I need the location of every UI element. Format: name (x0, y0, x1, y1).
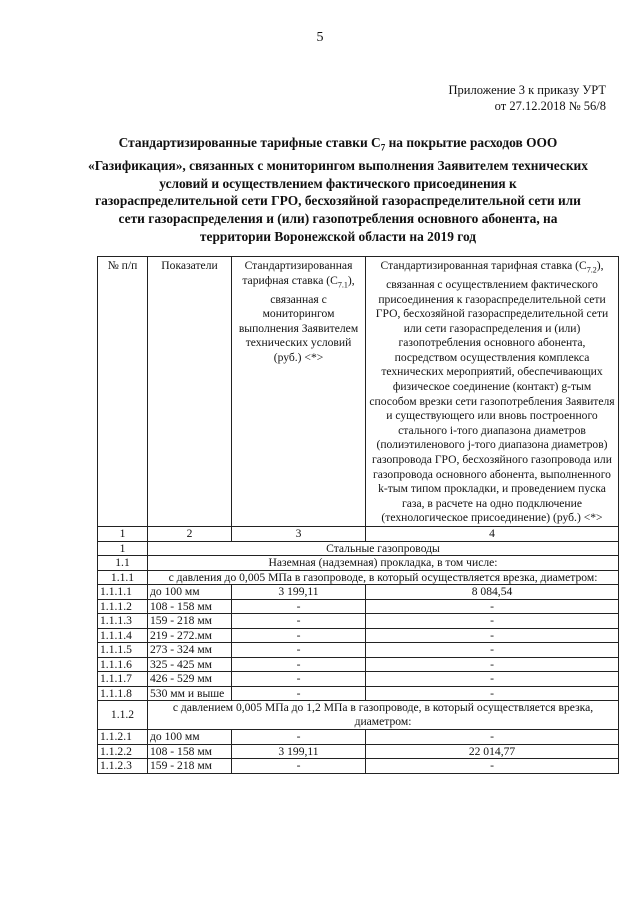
table-row (98, 657, 619, 672)
row-rate-c72: - (366, 672, 619, 687)
section-text: Стальные газопроводы (148, 541, 619, 556)
row-rate-c72: - (366, 643, 619, 658)
tariff-table (97, 256, 619, 774)
column-number-row (98, 527, 619, 542)
table-row (98, 686, 619, 701)
title-part-2: на покрытие расходов ООО «Газификация», связанных с мониторингом выполнения Заявителем технических условий и осуществлением фактического присоединения к газораспределительной сети ГРО, бесхозяйной газораспределительной сети или сети газораспределения и (или) газопотребления основного абонента, на территории Воронежской области на 2019 год (88, 135, 588, 244)
table-row (98, 628, 619, 643)
row-rate-c71: - (232, 657, 366, 672)
section-number: 1 (98, 541, 148, 556)
table-row (98, 672, 619, 687)
section-row (98, 701, 619, 730)
row-rate-c72: - (366, 730, 619, 745)
row-diameter: 219 - 272.мм (148, 628, 232, 643)
appendix-line-2: от 27.12.2018 № 56/8 (494, 99, 606, 113)
row-rate-c72: - (366, 628, 619, 643)
appendix-note (449, 82, 607, 114)
page-number: 5 (316, 30, 324, 45)
row-diameter: 530 мм и выше (148, 686, 232, 701)
row-diameter: до 100 мм (148, 730, 232, 745)
row-diameter: 108 - 158 мм (148, 744, 232, 759)
section-number: 1.1.1 (98, 570, 148, 585)
col-number-3: 3 (232, 527, 366, 542)
row-rate-c72: - (366, 614, 619, 629)
table-row (98, 730, 619, 745)
row-rate-c72: - (366, 759, 619, 774)
row-diameter: 159 - 218 мм (148, 759, 232, 774)
row-rate-c72: - (366, 599, 619, 614)
section-text: с давления до 0,005 МПа в газопроводе, в который осуществляется врезка, диаметром: (148, 570, 619, 585)
row-number: 1.1.1.4 (98, 628, 148, 643)
table-row (98, 744, 619, 759)
row-number: 1.1.1.3 (98, 614, 148, 629)
section-text: с давлением 0,005 МПа до 1,2 МПа в газопроводе, в который осуществляется врезка, диаметром: (148, 701, 619, 730)
row-number: 1.1.1.6 (98, 657, 148, 672)
section-row (98, 556, 619, 571)
table-row (98, 585, 619, 600)
header-number: № п/п (98, 257, 148, 527)
title-subscript: 7 (380, 142, 386, 153)
section-row (98, 570, 619, 585)
row-number: 1.1.1.7 (98, 672, 148, 687)
header-rate-c71: Стандартизированная тарифная ставка $(С_{7.1})$, связанная с мониторингом выполнения Заявителем технических условий (руб.) <*> (232, 257, 366, 527)
row-number: 1.1.1.5 (98, 643, 148, 658)
row-number: 1.1.2.2 (98, 744, 148, 759)
table-row (98, 614, 619, 629)
row-diameter: 159 - 218 мм (148, 614, 232, 629)
appendix-line-1: Приложение 3 к приказу УРТ (448, 83, 606, 97)
row-rate-c71: - (232, 759, 366, 774)
row-diameter: 426 - 529 мм (148, 672, 232, 687)
section-number: 1.1 (98, 556, 148, 571)
col-number-1: 1 (98, 527, 148, 542)
table-row (98, 643, 619, 658)
table-row (98, 599, 619, 614)
row-rate-c72: 8 084,54 (366, 585, 619, 600)
row-number: 1.1.1.1 (98, 585, 148, 600)
row-diameter: 108 - 158 мм (148, 599, 232, 614)
row-number: 1.1.2.1 (98, 730, 148, 745)
row-number: 1.1.1.2 (98, 599, 148, 614)
row-rate-c72: 22 014,77 (366, 744, 619, 759)
row-diameter: 273 - 324 мм (148, 643, 232, 658)
row-number: 1.1.2.3 (98, 759, 148, 774)
header-row (98, 257, 619, 527)
section-text: Наземная (надземная) прокладка, в том числе: (148, 556, 619, 571)
row-rate-c71: - (232, 599, 366, 614)
row-rate-c71: - (232, 614, 366, 629)
document-title (88, 134, 588, 245)
row-rate-c71: - (232, 686, 366, 701)
col-number-2: 2 (148, 527, 232, 542)
row-diameter: 325 - 425 мм (148, 657, 232, 672)
row-rate-c71: 3 199,11 (232, 585, 366, 600)
col-number-4: 4 (366, 527, 619, 542)
row-rate-c71: 3 199,11 (232, 744, 366, 759)
row-diameter: до 100 мм (148, 585, 232, 600)
row-rate-c71: - (232, 672, 366, 687)
row-rate-c71: - (232, 643, 366, 658)
row-rate-c71: - (232, 730, 366, 745)
section-number: 1.1.2 (98, 701, 148, 730)
header-rate-c72: Стандартизированная тарифная ставка $(С_{7.2})$, связанная с осуществлением фактического присоединения к газораспределительной сети ГРО, бесхозяйной газораспределительной сети или сети газораспределения и (или) газопотребления основного абонента, посредством осуществления комплекса технических мероприятий, обеспечивающих физическое соединение (контакт) g-тым способом врезки сети газопотребления Заявителя и существующего или вновь построенного стального i-того диапазона диаметров (полиэтиленового j-того диапазона диаметров) газопровода ГРО, бесхозяйного газопровода или газопровода основного абонента, выполненного k-тым типом прокладки, и проведением пуска газа, в расчете на одно подключение (технологическое присоединение) (руб.) <*> (366, 257, 619, 527)
section-row (98, 541, 619, 556)
row-rate-c72: - (366, 657, 619, 672)
table-row (98, 759, 619, 774)
title-part-1: Стандартизированные тарифные ставки С (118, 135, 381, 150)
row-number: 1.1.1.8 (98, 686, 148, 701)
row-rate-c71: - (232, 628, 366, 643)
row-rate-c72: - (366, 686, 619, 701)
header-indicator: Показатели (148, 257, 232, 527)
